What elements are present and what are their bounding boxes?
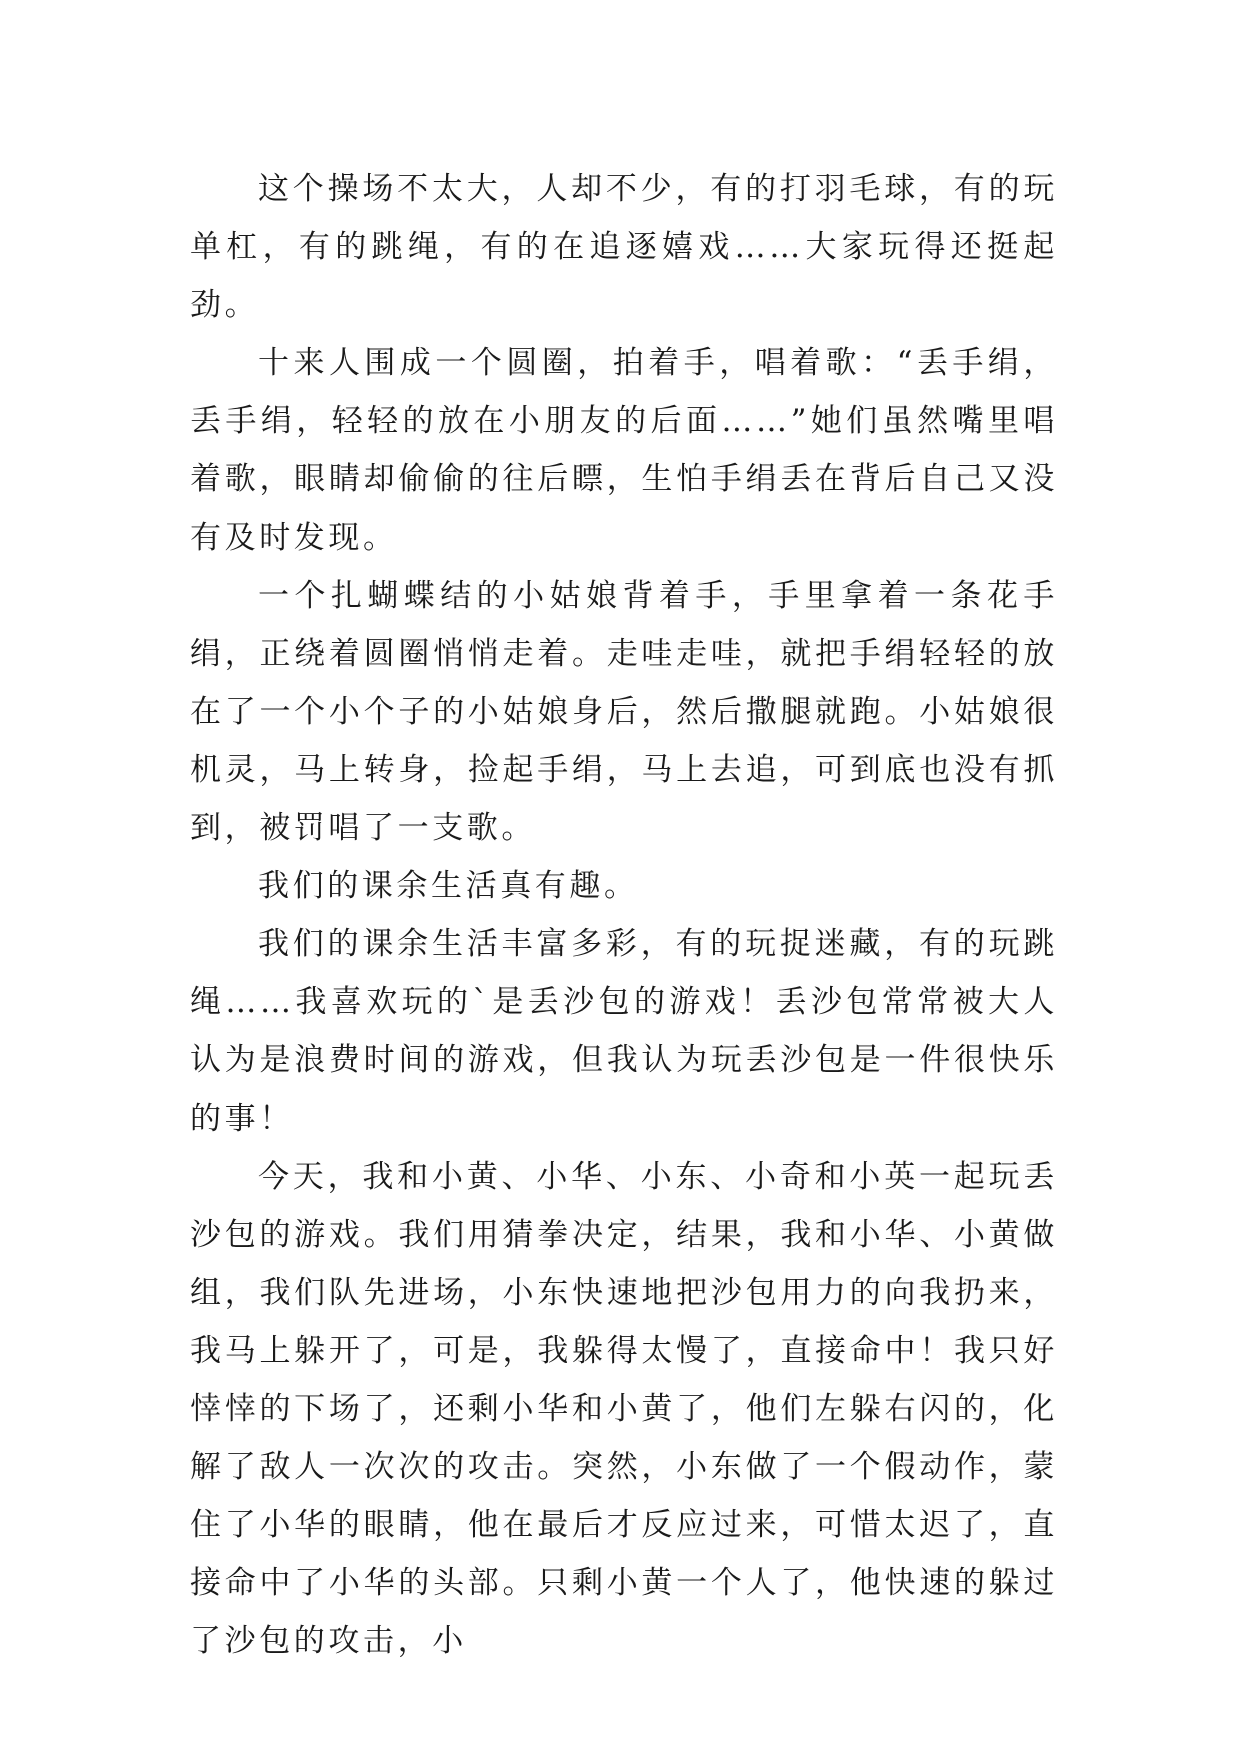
paragraph-summary: 我们的课余生活真有趣。 xyxy=(258,868,639,905)
paragraph-sandbag-intro: 我们的课余生活丰富多彩，有的玩捉迷藏，有的玩跳绳……我喜欢玩的`是丢沙包的游戏！丢沙包常常被大人认为是浪费时间的游戏，但我认为玩丢沙包是一件很快乐的事！ xyxy=(190,926,1058,1137)
paragraph-drop-handkerchief-song: 十来人围成一个圆圈，拍着手，唱着歌：“丢手绢，丢手绢，轻轻的放在小朋友的后面……”她们虽然嘴里唱着歌，眼睛却偷偷的往后瞟，生怕手绢丢在背后自己又没有及时发现。 xyxy=(190,345,1058,556)
paragraph-playground: 这个操场不太大，人却不少，有的打羽毛球，有的玩单杠，有的跳绳，有的在追逐嬉戏……大家玩得还挺起劲。 xyxy=(190,171,1058,324)
document-body xyxy=(190,160,1058,1670)
paragraph-bow-girl: 一个扎蝴蝶结的小姑娘背着手，手里拿着一条花手绢，正绕着圆圈悄悄走着。走哇走哇，就把手绢轻轻的放在了一个小个子的小姑娘身后，然后撒腿就跑。小姑娘很机灵，马上转身，捡起手绢，马上去追，可到底也没有抓到，被罚唱了一支歌。 xyxy=(190,577,1058,847)
paragraph-sandbag-game: 今天，我和小黄、小华、小东、小奇和小英一起玩丢沙包的游戏。我们用猜拳决定，结果，我和小华、小黄做组，我们队先进场，小东快速地把沙包用力的向我扔来，我马上躲开了，可是，我躲得太慢了，直接命中！我只好悻悻的下场了，还剩小华和小黄了，他们左躲右闪的，化解了敌人一次次的攻击。突然，小东做了一个假动作，蒙住了小华的眼睛，他在最后才反应过来，可惜太迟了，直接命中了小华的头部。只剩小黄一个人了，他快速的躲过了沙包的攻击，小 xyxy=(190,1158,1058,1660)
